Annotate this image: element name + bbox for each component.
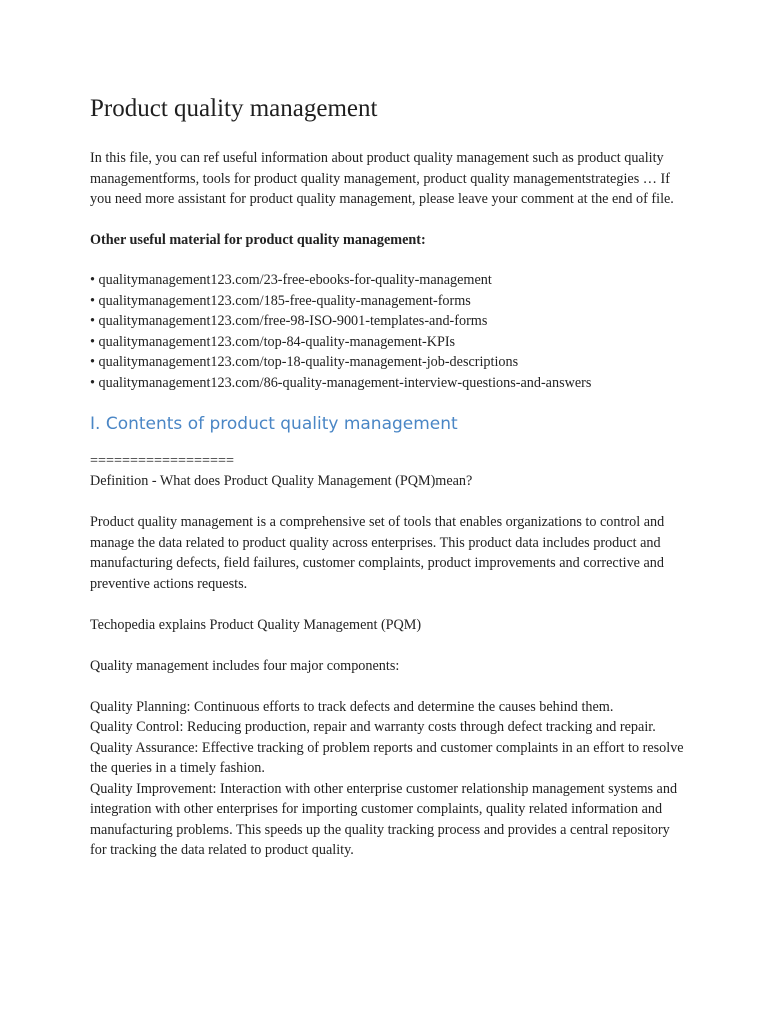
resource-link-list <box>90 270 688 394</box>
component-quality-control: Quality Control: Reducing production, repair and warranty costs through defect tracking and repair. <box>90 719 656 736</box>
resource-link[interactable]: • qualitymanagement123.com/185-free-quality-management-forms <box>90 292 471 309</box>
section-heading: I. Contents of product quality management <box>90 413 458 434</box>
resource-link[interactable]: • qualitymanagement123.com/86-quality-management-interview-questions-and-answers <box>90 374 592 391</box>
intro-paragraph: In this file, you can ref useful information about product quality management such as product quality managementforms, tools for product quality management, product quality managementstrategies … If you need more assistant for product quality management, please leave your comment at the end of file. <box>90 150 674 207</box>
resource-link[interactable]: • qualitymanagement123.com/23-free-ebooks-for-quality-management <box>90 272 492 288</box>
resource-link[interactable]: • qualitymanagement123.com/top-18-quality-management-job-descriptions <box>90 354 519 371</box>
components-intro: Quality management includes four major components: <box>90 657 400 674</box>
explains-title: Techopedia explains Product Quality Management (PQM) <box>90 616 422 633</box>
page-title: Product quality management <box>90 95 378 122</box>
other-material-heading: Other useful material for product quality management: <box>90 231 426 248</box>
resource-link[interactable]: • qualitymanagement123.com/top-84-quality-management-KPIs <box>90 333 456 350</box>
component-quality-improvement: Quality Improvement: Interaction with other enterprise customer relationship management systems and integration with other enterprises for importing customer complaints, quality related information and manufacturing problems. This speeds up the quality tracking process and provides a central repository for tracking the data related to product quality. <box>90 780 678 859</box>
resource-link[interactable]: • qualitymanagement123.com/free-98-ISO-9001-templates-and-forms <box>90 313 488 330</box>
definition-title: Definition - What does Product Quality Management (PQM)mean? <box>90 473 473 490</box>
component-quality-assurance: Quality Assurance: Effective tracking of problem reports and customer complaints in an effort to resolve the queries in a timely fashion. <box>90 739 684 777</box>
component-quality-planning: Quality Planning: Continuous efforts to track defects and determine the causes behind them. <box>90 698 614 715</box>
separator-line: ================== <box>90 452 235 469</box>
definition-paragraph: Product quality management is a comprehensive set of tools that enables organizations to control and manage the data related to product quality across enterprises. This product data includes product and manufacturing defects, field failures, customer complaints, product improvements and corrective and preventive actions requests. <box>90 514 665 592</box>
